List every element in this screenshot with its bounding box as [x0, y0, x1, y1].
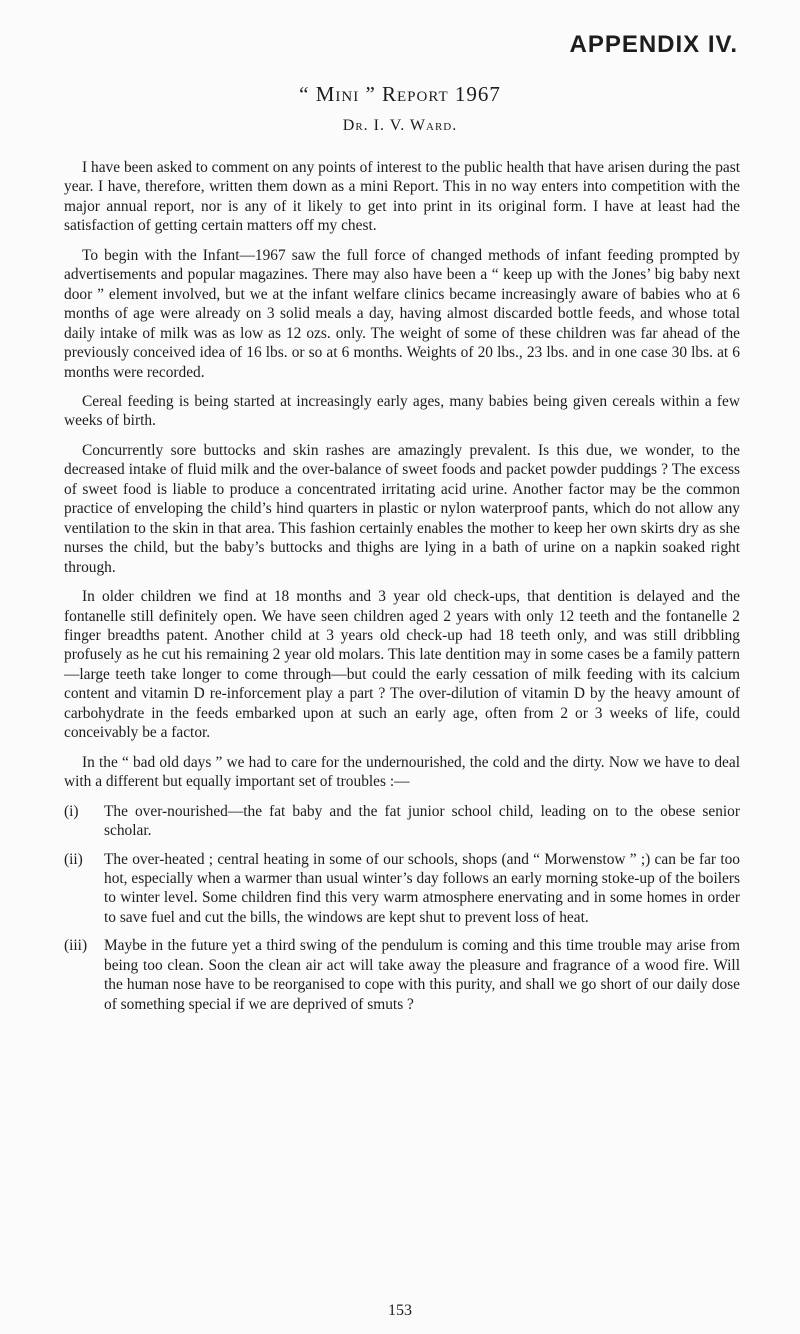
list-item-text: The over-nourished—the fat baby and the fat junior school child, leading on to the obese senior scholar. [104, 802, 740, 840]
paragraph: In the “ bad old days ” we had to care for the undernourished, the cold and the dirty. Now we have to deal with a different but equally important set of troubles :— [64, 753, 740, 791]
author-line: Dr. I. V. Ward. [342, 117, 458, 134]
paragraph: I have been asked to comment on any points of interest to the public health that have arisen during the past year. I have, therefore, written them down as a mini Report. This in no way enters into competition with the major annual report, nor is any of it likely to get into print in its original form. I have at least had the satisfaction of getting certain matters off my chest. [64, 159, 740, 235]
list-item-number: (ii) [64, 850, 83, 868]
paragraph: In older children we find at 18 months and 3 year old check-ups, that dentition is delayed and the fontanelle still definitely open. We have seen children aged 2 years with only 12 teeth and the fontanelle 2 finger breadths patent. Another child at 3 years old check-up had 18 teeth only, and was still dribbling profusely as he cut his remaining 2 year old molars. This late dentition may in some cases be a family pattern—large teeth take longer to come through—but could the early cessation of milk feeding with its calcium content and vitamin D re-inforcement play a part ? The over-dilution of vitamin D by the heavy amount of carbohydrate in the feeds embarked upon at such an early age, often from 2 or 3 weeks of life, could conceivably be a factor. [64, 588, 740, 742]
list-item [64, 936, 740, 1014]
appendix-heading: APPENDIX IV. [569, 31, 738, 58]
paragraph: Concurrently sore buttocks and skin rashes are amazingly prevalent. Is this due, we wonder, to the decreased intake of fluid milk and the over-balance of sweet foods and packet powder puddings ? The excess of sweet food is liable to produce a concentrated irritating acid urine. Another factor may be the common practice of enveloping the child’s hind quarters in plastic or nylon waterproof pants, which do not allow any ventilation to the skin in that area. This fashion certainly enables the mother to keep her own skirts dry as she nurses the child, but the baby’s buttocks and thighs are lying in a bath of urine on a napkin soaked right through. [64, 441, 740, 576]
list-item [64, 850, 740, 928]
troubles-list [64, 802, 740, 1015]
report-body [64, 158, 740, 1023]
paragraph: To begin with the Infant—1967 saw the full force of changed methods of infant feeding prompted by advertisements and popular magazines. There may also have been a “ keep up with the Jones’ big baby next door ” element involved, but we at the infant welfare clinics became increasingly aware of babies who at 6 months of age were already on 3 solid meals a day, having almost discarded bottle feeds, and whose total daily intake of milk was as low as 12 ozs. only. The weight of some of these children was far ahead of the previously conceived idea of 16 lbs. or so at 6 months. Weights of 20 lbs., 23 lbs. and in one case 30 lbs. at 6 months were recorded. [64, 246, 740, 381]
report-title: “ Mini ” Report 1967 [299, 82, 501, 106]
page-number: 153 [388, 1302, 412, 1319]
list-item-text: Maybe in the future yet a third swing of the pendulum is coming and this time trouble may arise from being too clean. Soon the clean air act will take away the pleasure and fragrance of a wood fire. Will the human nose have to be reorganised to cope with this purity, and shall we go short of our daily dose of something special if we are deprived of smuts ? [104, 937, 740, 1013]
list-item-number: (iii) [64, 937, 88, 955]
list-item [64, 802, 740, 841]
list-item-number: (i) [64, 802, 79, 820]
list-item-text: The over-heated ; central heating in some of our schools, shops (and “ Morwenstow ” ;) can be far too hot, especially when a warmer than usual winter’s day follows an early morning stoke-up of the boilers to winter level. Some children find this very warm atmosphere enervating and in some homes in order to save fuel and cut the bills, the windows are kept shut to prevent loss of heat. [104, 850, 740, 926]
paragraph: Cereal feeding is being started at increasingly early ages, many babies being given cereals within a few weeks of birth. [64, 392, 740, 430]
